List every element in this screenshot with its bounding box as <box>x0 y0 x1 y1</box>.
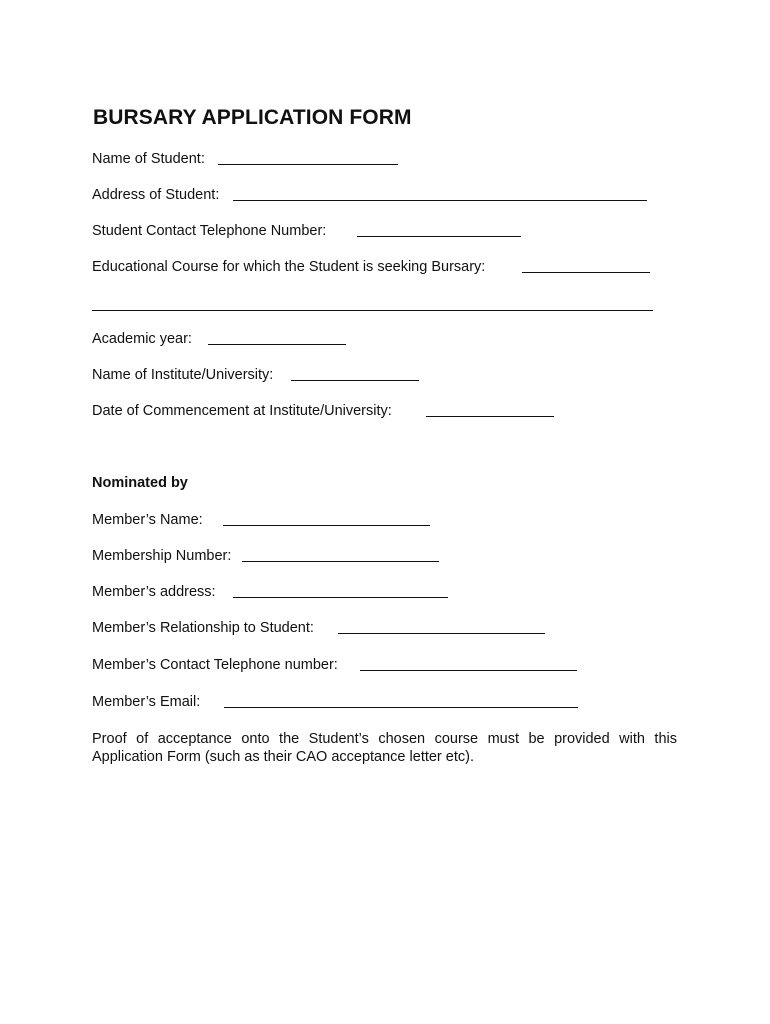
member-name-label: Member’s Name: <box>92 512 203 528</box>
nominated-by-heading: Nominated by <box>92 475 188 491</box>
student-address-label: Address of Student: <box>92 187 220 203</box>
student-course-field <box>92 257 662 277</box>
member-relationship-label: Member’s Relationship to Student: <box>92 620 314 636</box>
institute-name-field <box>92 365 432 385</box>
student-name-field <box>92 149 412 169</box>
student-phone-field <box>92 221 542 241</box>
student-name-label: Name of Student: <box>92 151 205 167</box>
student-address-field <box>92 185 662 205</box>
student-address-blank[interactable] <box>233 200 647 201</box>
student-course-continuation-line[interactable] <box>92 310 653 311</box>
student-course-blank[interactable] <box>522 272 650 273</box>
commencement-date-field <box>92 401 562 421</box>
member-relationship-field <box>92 618 562 638</box>
student-phone-blank[interactable] <box>357 236 521 237</box>
commencement-date-label: Date of Commencement at Institute/University: <box>92 403 392 419</box>
academic-year-label: Academic year: <box>92 331 192 347</box>
institute-name-label: Name of Institute/University: <box>92 367 274 383</box>
member-name-blank[interactable] <box>223 525 430 526</box>
member-phone-field <box>92 655 592 675</box>
member-address-field <box>92 582 462 602</box>
student-name-blank[interactable] <box>218 164 398 165</box>
member-address-label: Member’s address: <box>92 584 216 600</box>
member-email-blank[interactable] <box>224 707 578 708</box>
member-email-field <box>92 692 592 712</box>
member-email-label: Member’s Email: <box>92 694 201 710</box>
academic-year-field <box>92 329 372 349</box>
student-phone-label: Student Contact Telephone Number: <box>92 223 327 239</box>
student-course-label: Educational Course for which the Student is seeking Bursary: <box>92 259 486 275</box>
membership-number-field <box>92 546 452 566</box>
member-phone-label: Member’s Contact Telephone number: <box>92 657 338 673</box>
member-address-blank[interactable] <box>233 597 448 598</box>
form-title: BURSARY APPLICATION FORM <box>93 106 412 129</box>
commencement-date-blank[interactable] <box>426 416 554 417</box>
member-phone-blank[interactable] <box>360 670 577 671</box>
membership-number-label: Membership Number: <box>92 548 232 564</box>
academic-year-blank[interactable] <box>208 344 346 345</box>
membership-number-blank[interactable] <box>242 561 439 562</box>
acceptance-note: Proof of acceptance onto the Student’s chosen course must be provided with this Application Form (such as their CAO acceptance letter etc). <box>92 731 677 765</box>
member-relationship-blank[interactable] <box>338 633 545 634</box>
institute-name-blank[interactable] <box>291 380 419 381</box>
member-name-field <box>92 510 442 530</box>
